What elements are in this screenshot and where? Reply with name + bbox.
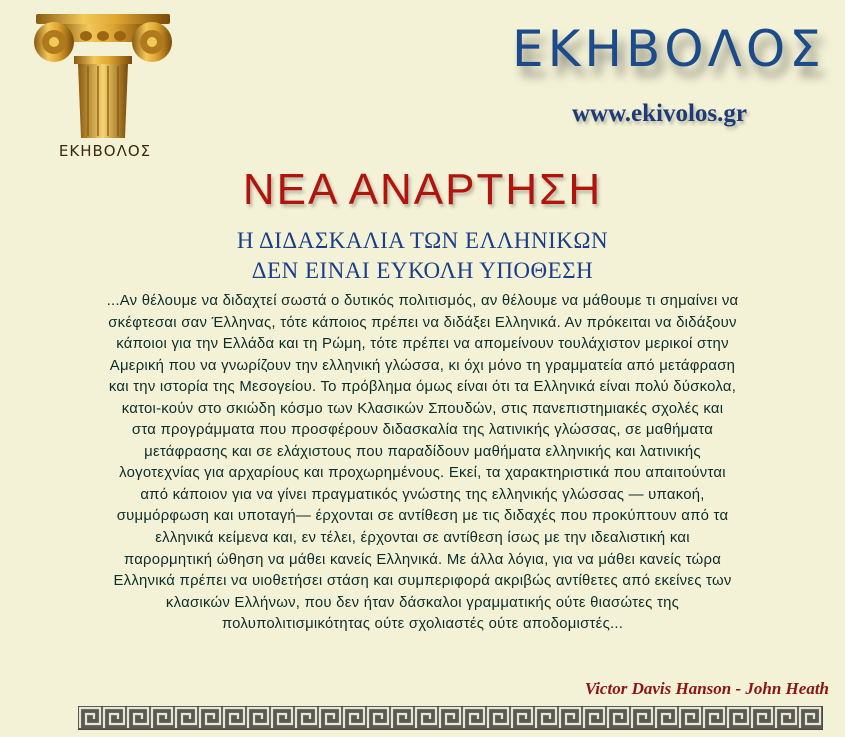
page-heading: ΝΕΑ ΑΝΑΡΤΗΣΗ [242, 165, 603, 214]
quote-line: Αμερική που να γνωρίζουν την ελληνική γλώσσα, κι όχι μόνο τη γραμματεία από μετάφραση [109, 357, 736, 374]
quote-line: λογοτεχνίας για αρχαρίους και προχωρημένους. Εκεί, τα χαρακτηριστικά που απαιτούνται [119, 465, 726, 482]
quote-line: κατοι-κούν στο σκιώδη κόσμο των Κλασικών Σπουδών, στις πανεπιστημιακές σχολές και [121, 400, 724, 417]
column-caption: ΕΚΗΒΟΛΟΣ [58, 142, 152, 160]
quote-line: σκέφτεσαι σαν Έλληνας, τότε κάποιος πρέπει να διδάξει Ελληνικά. Αν πρόκειται να διδάξουν [108, 314, 737, 331]
quote-line: παρορμητική ώθηση να μάθει κανείς Ελληνικά. Με άλλα λόγια, για να μάθει κανείς τώρα [123, 551, 722, 568]
quote-line: από κάποιον για να γίνει πραγματικός γνώστης της ελληνικής γλώσσας — υπακοή, [140, 486, 705, 503]
subtitle-line-1: Η ΔΙΔΑΣΚΑΛΙΑ ΤΩΝ ΕΛΛΗΝΙΚΩΝ [236, 228, 609, 253]
quote-line: Ελληνικά πρέπει να υιοθετήσει στάση και συμπεριφορά ακριβώς αντίθετες από εκείνες των [113, 573, 732, 590]
quote-line: κάποιοι για την Ελλάδα και τη Ρώμη, τότε πρέπει να απομείνουν τουλάχιστον μερικοί στην [116, 336, 729, 353]
brand-logo-text: ΕΚΗΒΟΛΟΣ [512, 20, 825, 78]
site-url[interactable]: www.ekivolos.gr [572, 100, 747, 127]
quote-line: συμμόρφωση και υποταγή— έρχονται σε αντίθεση με τις διδαχές που προκύπτουν από τα [116, 508, 729, 525]
quote-line: ελληνικά κείμενα και, εν τέλει, έρχονται σε αντίθεση ίσως με την ιδεαλιστική και [155, 530, 690, 547]
author-credit: Victor Davis Hanson - John Heath [584, 679, 829, 698]
quote-body [10, 291, 835, 636]
subtitle-line-2: ΔΕΝ ΕΙΝΑΙ ΕΥΚΟΛΗ ΥΠΟΘΕΣΗ [251, 258, 594, 283]
quote-line: στα προγράμματα που προσφέρουν διδασκαλία της λατινικής γλώσσας, σε μαθήματα [131, 422, 714, 439]
quote-line: πολυπολιτισμικότητας ούτε σχολιαστές ούτε αποδομιστές... [221, 616, 624, 633]
quote-line: και την ιστορία της Μεσογείου. Το πρόβλημα όμως είναι ότι τα Ελληνικά είναι πολύ δύσκολα, [108, 379, 737, 396]
quote-line: κλασικών Ελλήνων, που δεν ήταν δάσκαλοι γραμματικής ούτε θιασώτες της [165, 594, 680, 611]
quote-line: μετάφρασης και σε ελάχιστους που παραδίδουν μαθήματα ελληνικής και λατινικής [144, 443, 701, 460]
greek-key-border [78, 706, 823, 730]
quote-line: ...Αν θέλουμε να διδαχτεί σωστά ο δυτικός πολιτισμός, αν θέλουμε να μάθουμε τι σημαίνει να [106, 293, 739, 309]
